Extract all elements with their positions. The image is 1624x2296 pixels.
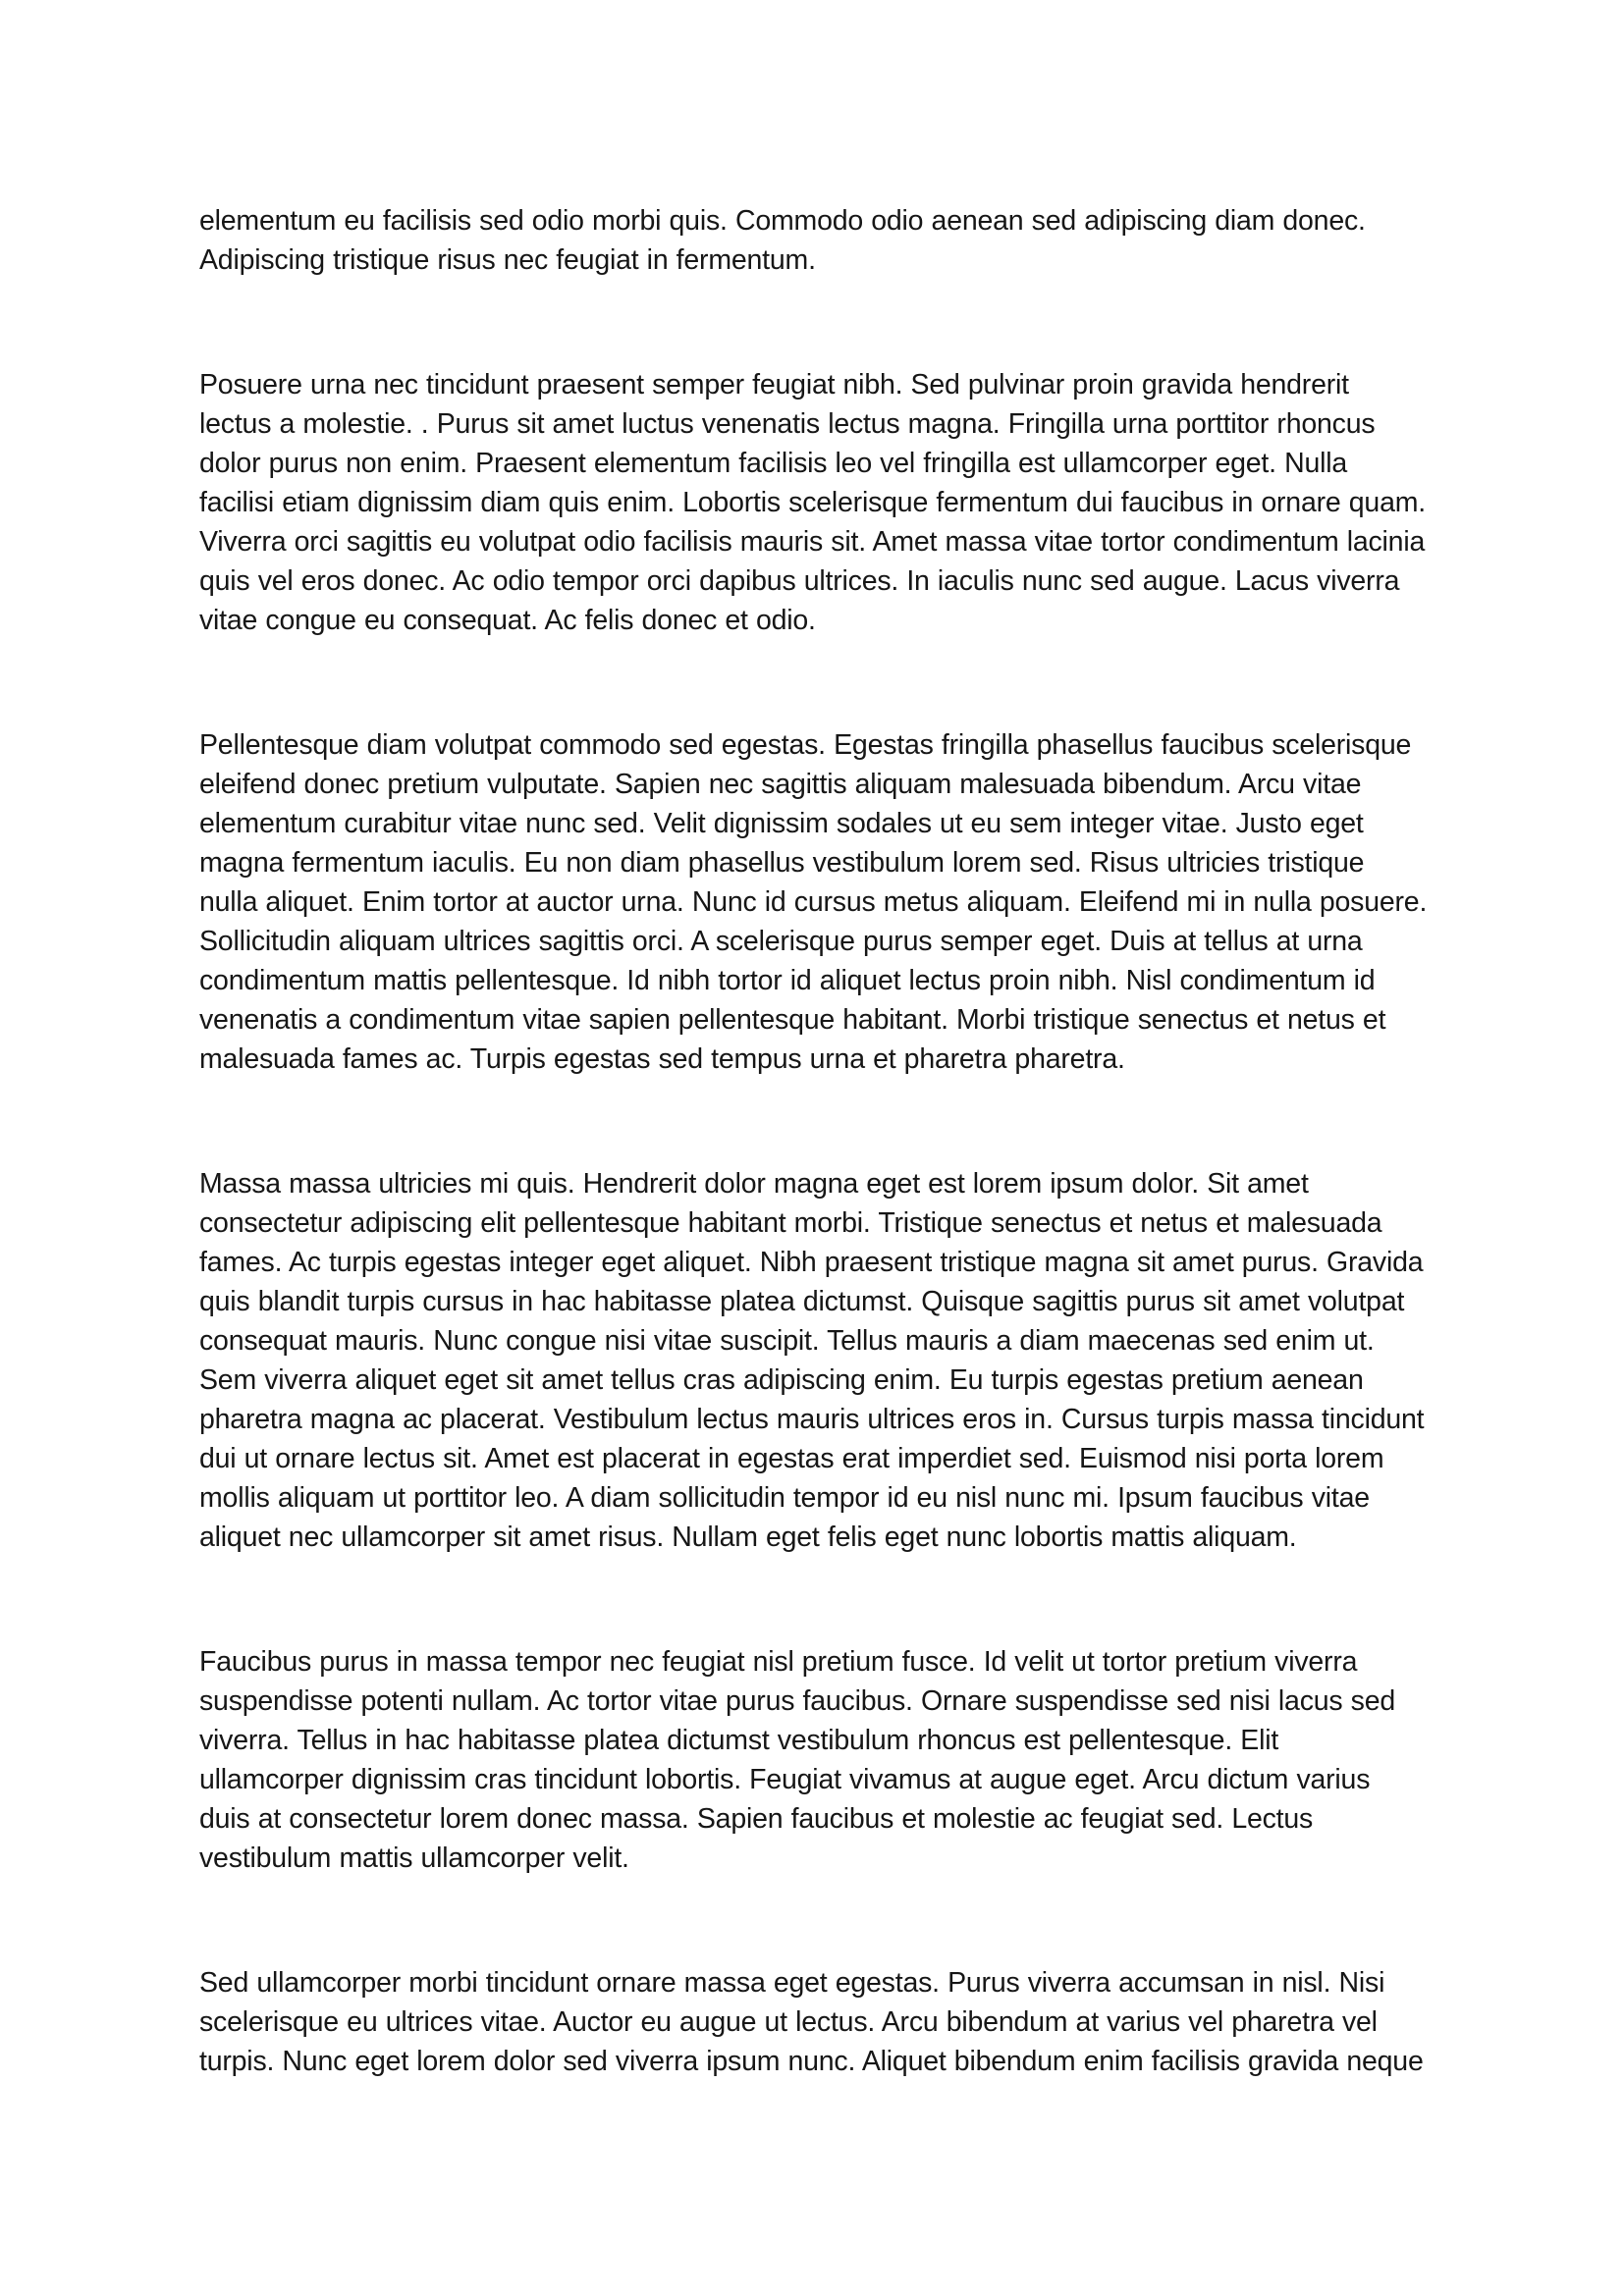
paragraph: Posuere urna nec tincidunt praesent semper feugiat nibh. Sed pulvinar proin gravida hendrerit lectus a molestie. . Purus sit amet luctus venenatis lectus magna. Fringilla urna porttitor rhoncus dolor purus non enim. Praesent elementum facilisis leo vel fringilla est ullamcorper eget. Nulla facilisi etiam dignissim diam quis enim. Lobortis scelerisque fermentum dui faucibus in ornare quam. Viverra orci sagittis eu volutpat odio facilisis mauris sit. Amet massa vitae tortor condimentum lacinia quis vel eros donec. Ac odio tempor orci dapibus ultrices. In iaculis nunc sed augue. Lacus viverra vitae congue eu consequat. Ac felis donec et odio. bbox=[199, 369, 1426, 636]
paragraph: Faucibus purus in massa tempor nec feugiat nisl pretium fusce. Id velit ut tortor pretium viverra suspendisse potenti nullam. Ac tortor vitae purus faucibus. Ornare suspendisse sed nisi lacus sed viverra. Tellus in hac habitasse platea dictumst vestibulum rhoncus est pellentesque. Elit ullamcorper dignissim cras tincidunt lobortis. Feugiat vivamus at augue eget. Arcu dictum varius duis at consectetur lorem donec massa. Sapien faucibus et molestie ac feugiat sed. Lectus vestibulum mattis ullamcorper velit. bbox=[199, 1646, 1396, 1874]
paragraph: elementum eu facilisis sed odio morbi quis. Commodo odio aenean sed adipiscing diam donec. Adipiscing tristique risus nec feugiat in fermentum. bbox=[199, 205, 1366, 276]
paragraph: Sed ullamcorper morbi tincidunt ornare massa eget egestas. Purus viverra accumsan in nisl. Nisi scelerisque eu ultrices vitae. Auctor eu augue ut lectus. Arcu bibendum at varius vel pharetra vel turpis. Nunc eget lorem dolor sed viverra ipsum nunc. Aliquet bibendum enim facilisis gravida neque bbox=[199, 1967, 1424, 2077]
paragraph: Massa massa ultricies mi quis. Hendrerit dolor magna eget est lorem ipsum dolor. Sit amet consectetur adipiscing elit pellentesque habitant morbi. Tristique senectus et netus et malesuada fames. Ac turpis egestas integer eget aliquet. Nibh praesent tristique magna sit amet purus. Gravida quis blandit turpis cursus in hac habitasse platea dictumst. Quisque sagittis purus sit amet volutpat consequat mauris. Nunc congue nisi vitae suscipit. Tellus mauris a diam maecenas sed enim ut. Sem viverra aliquet eget sit amet tellus cras adipiscing enim. Eu turpis egestas pretium aenean pharetra magna ac placerat. Vestibulum lectus mauris ultrices eros in. Cursus turpis massa tincidunt dui ut ornare lectus sit. Amet est placerat in egestas erat imperdiet sed. Euismod nisi porta lorem mollis aliquam ut porttitor leo. A diam sollicitudin tempor id eu nisl nunc mi. Ipsum faucibus vitae aliquet nec ullamcorper sit amet risus. Nullam eget felis eget nunc lobortis mattis aliquam. bbox=[199, 1168, 1425, 1553]
paragraph: Pellentesque diam volutpat commodo sed egestas. Egestas fringilla phasellus faucibus scelerisque eleifend donec pretium vulputate. Sapien nec sagittis aliquam malesuada bibendum. Arcu vitae elementum curabitur vitae nunc sed. Velit dignissim sodales ut eu sem integer vitae. Justo eget magna fermentum iaculis. Eu non diam phasellus vestibulum lorem sed. Risus ultricies tristique nulla aliquet. Enim tortor at auctor urna. Nunc id cursus metus aliquam. Eleifend mi in nulla posuere. Sollicitudin aliquam ultrices sagittis orci. A scelerisque purus semper eget. Duis at tellus at urna condimentum mattis pellentesque. Id nibh tortor id aliquet lectus proin nibh. Nisl condimentum id venenatis a condimentum vitae sapien pellentesque habitant. Morbi tristique senectus et netus et malesuada fames ac. Turpis egestas sed tempus urna et pharetra pharetra. bbox=[199, 729, 1428, 1075]
